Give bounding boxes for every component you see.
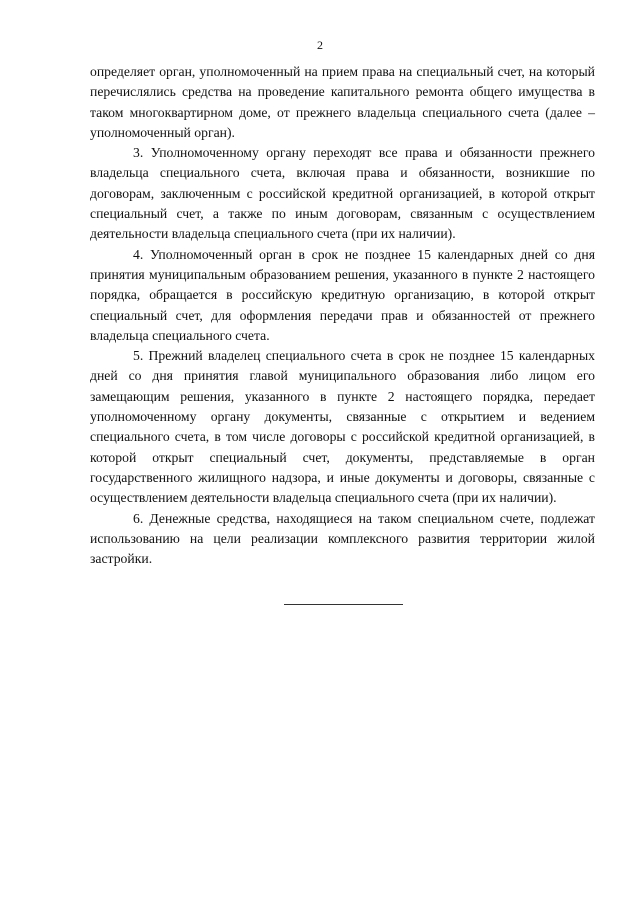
paragraph-4: 4. Уполномоченный орган в срок не позднее 15 календарных дней со дня принятия муниципальным образованием решения, указанного в пункте 2 настоящего порядка, обращается в российскую кредитную организацию, в которой открыт специальный счет, для оформления передачи прав и обязанностей от прежнего владельца специального счета. [90, 246, 595, 343]
document-body [90, 62, 595, 569]
paragraph-3: 3. Уполномоченному органу переходят все права и обязанности прежнего владельца специального счета, включая права и обязанности, возникшие по договорам, заключенным с российской кредитной организацией, в которой открыт специальный счет, а также по иным договорам, связанным с осуществлением деятельности владельца специального счета (при их наличии). [90, 145, 595, 242]
paragraph-continuation: определяет орган, уполномоченный на прием права на специальный счет, на который перечислялись средства на проведение капитального ремонта общего имущества в таком многоквартирном доме, от прежнего владельца специального счета (далее – уполномоченный орган). [90, 64, 595, 140]
paragraph-6: 6. Денежные средства, находящиеся на таком специальном счете, подлежат использованию на цели реализации комплексного развития территории жилой застройки. [90, 510, 595, 567]
paragraph-5: 5. Прежний владелец специального счета в срок не позднее 15 календарных дней со дня принятия главой муниципального образования либо лицом его замещающим решения, указанного в пункте 2 настоящего порядка, передает уполномоченному органу документы, связанные с открытием и ведением специального счета, в том числе договоры с российской кредитной организацией, в которой открыт специальный счет, документы, представляемые в орган государственного жилищного надзора, и иные документы и договоры, связанные с осуществлением деятельности владельца специального счета (при их наличии). [90, 348, 595, 506]
end-separator-line [284, 604, 403, 605]
page-number: 2 [317, 38, 323, 52]
